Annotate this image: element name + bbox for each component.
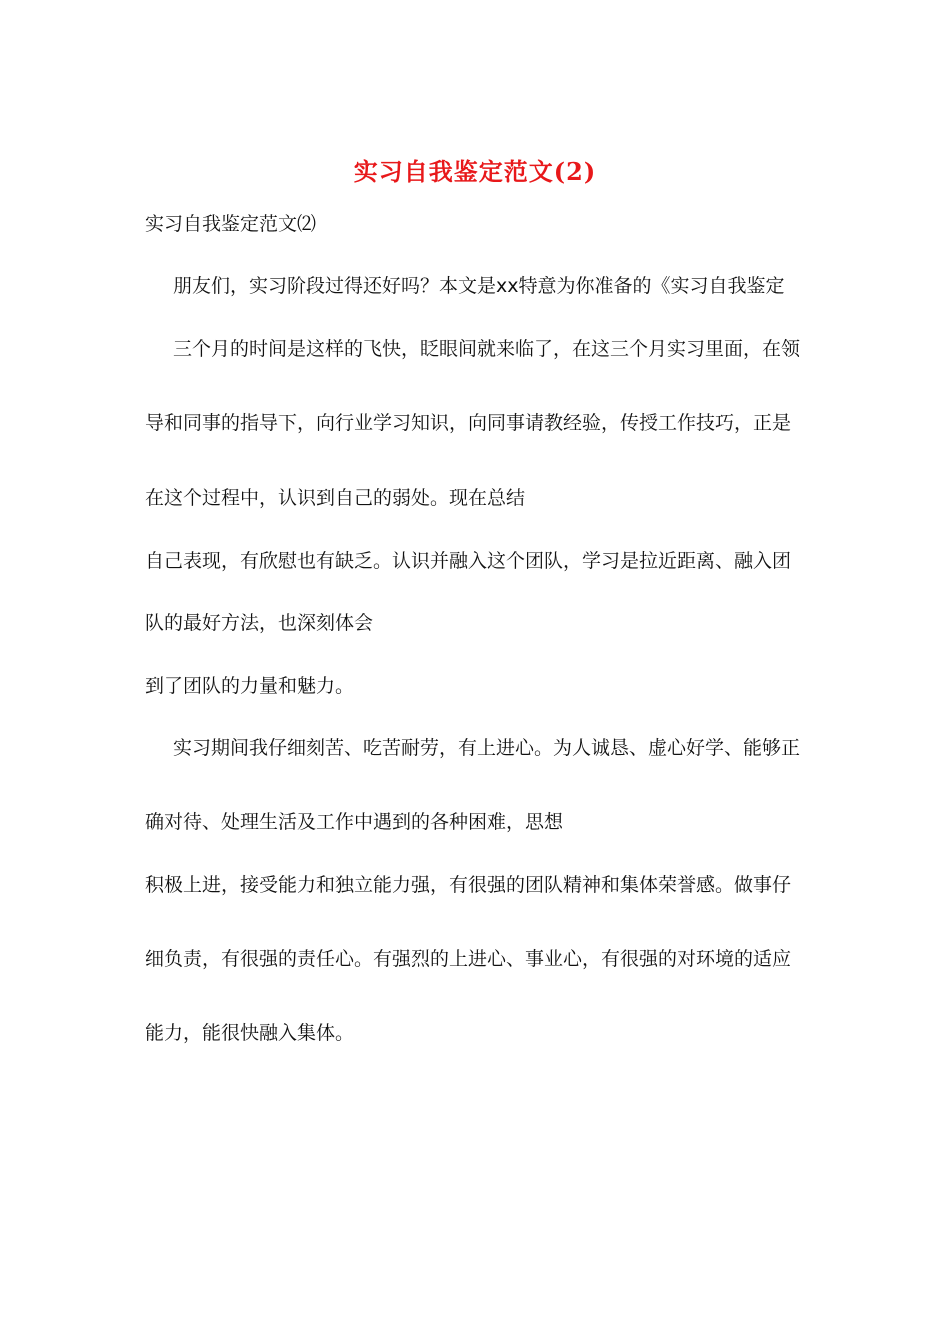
paragraph-3-line-5: 能力，能很快融入集体。 [145, 1022, 355, 1044]
paragraph-3-line-2: 确对待、处理生活及工作中遇到的各种困难，思想 [145, 811, 564, 833]
paragraph-2-line-1: 三个月的时间是这样的飞快，眨眼间就来临了，在这三个月实习里面，在领 [173, 338, 801, 360]
paragraph-1-line-1: 朋友们，实习阶段过得还好吗？本文是xx特意为你准备的《实习自我鉴定 [173, 275, 785, 297]
paragraph-2-line-3: 在这个过程中，认识到自己的弱处。现在总结 [145, 487, 526, 509]
paragraph-2-line-6: 到了团队的力量和魅力。 [145, 675, 355, 697]
paragraph-2-line-5: 队的最好方法，也深刻体会 [145, 612, 374, 634]
paragraph-2-line-4: 自己表现，有欣慰也有缺乏。认识并融入这个团队，学习是拉近距离、融入团 [145, 550, 792, 572]
subtitle-line: 实习自我鉴定范文⑵ [145, 213, 317, 235]
paragraph-3-line-3: 积极上进，接受能力和独立能力强，有很强的团队精神和集体荣誉感。做事仔 [145, 874, 792, 896]
paragraph-2-line-2: 导和同事的指导下，向行业学习知识，向同事请教经验，传授工作技巧，正是 [145, 412, 792, 434]
paragraph-3-line-4: 细负责，有很强的责任心。有强烈的上进心、事业心，有很强的对环境的适应 [145, 948, 792, 970]
document-title: 实习自我鉴定范文(2) [353, 157, 597, 186]
paragraph-3-line-1: 实习期间我仔细刻苦、吃苦耐劳，有上进心。为人诚恳、虚心好学、能够正 [173, 737, 801, 759]
